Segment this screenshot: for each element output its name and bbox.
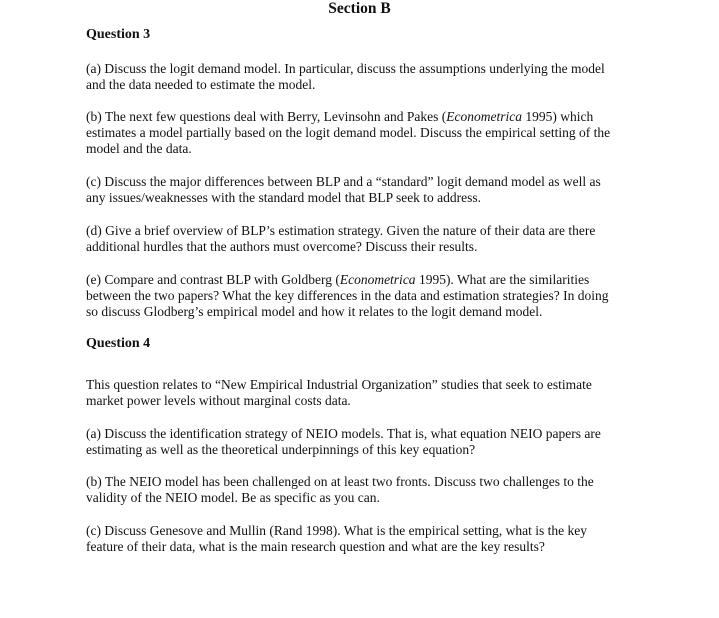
text-span: 1995) which bbox=[522, 109, 594, 124]
text-line: (c) Discuss the major differences between BLP and a “standard” logit demand model as well as bbox=[86, 174, 601, 189]
question-4-intro bbox=[86, 377, 646, 409]
text-line: between the two papers? What the key differences in the data and estimation strategies? In doing bbox=[86, 288, 609, 303]
text-span: (e) Compare and contrast BLP with Goldberg ( bbox=[86, 272, 340, 287]
question-3d bbox=[86, 223, 646, 255]
question-3-heading: Question 3 bbox=[86, 27, 151, 42]
section-title: Section B bbox=[328, 0, 391, 17]
text-line: (d) Give a brief overview of BLP’s estimation strategy. Given the nature of their data are there bbox=[86, 223, 596, 238]
journal-name: Econometrica bbox=[339, 272, 416, 287]
question-4b bbox=[86, 474, 646, 506]
text-line: estimates a model partially based on the logit demand model. Discuss the empirical setting of the bbox=[86, 125, 611, 140]
question-3e bbox=[86, 272, 646, 320]
text-line: model and the data. bbox=[86, 141, 192, 156]
text-span: 1995). What are the similarities bbox=[415, 272, 590, 287]
text-line bbox=[86, 272, 646, 288]
question-4c bbox=[86, 523, 646, 555]
text-line: (a) Discuss the identification strategy of NEIO models. That is, what equation NEIO papers are bbox=[86, 426, 601, 441]
text-line: estimating as well as the theoretical underpinnings of this key equation? bbox=[86, 442, 476, 457]
text-line: (c) Discuss Genesove and Mullin (Rand 1998). What is the empirical setting, what is the key bbox=[86, 523, 588, 538]
question-4-heading: Question 4 bbox=[86, 336, 151, 351]
question-4a bbox=[86, 426, 646, 458]
text-line: additional hurdles that the authors must overcome? Discuss their results. bbox=[86, 239, 478, 254]
text-line: and the data needed to estimate the model. bbox=[86, 77, 316, 92]
text-line: feature of their data, what is the main research question and what are the key results? bbox=[86, 539, 545, 554]
text-line: (a) Discuss the logit demand model. In particular, discuss the assumptions underlying the model bbox=[86, 61, 605, 76]
text-line: any issues/weaknesses with the standard model that BLP seek to address. bbox=[86, 190, 482, 205]
text-line: validity of the NEIO model. Be as specific as you can. bbox=[86, 490, 380, 505]
question-3c bbox=[86, 174, 646, 206]
question-3b bbox=[86, 109, 646, 157]
text-line: market power levels without marginal costs data. bbox=[86, 393, 351, 408]
question-3a bbox=[86, 61, 646, 93]
text-line: This question relates to “New Empirical Industrial Organization” studies that seek to estimate bbox=[86, 377, 592, 392]
text-line: so discuss Glodberg’s empirical model and how it relates to the logit demand model. bbox=[86, 304, 543, 319]
text-line: (b) The NEIO model has been challenged on at least two fronts. Discuss two challenges to the bbox=[86, 474, 594, 489]
journal-name: Econometrica bbox=[446, 109, 523, 124]
text-span: (b) The next few questions deal with Berry, Levinsohn and Pakes ( bbox=[86, 109, 447, 124]
text-line bbox=[86, 109, 646, 125]
